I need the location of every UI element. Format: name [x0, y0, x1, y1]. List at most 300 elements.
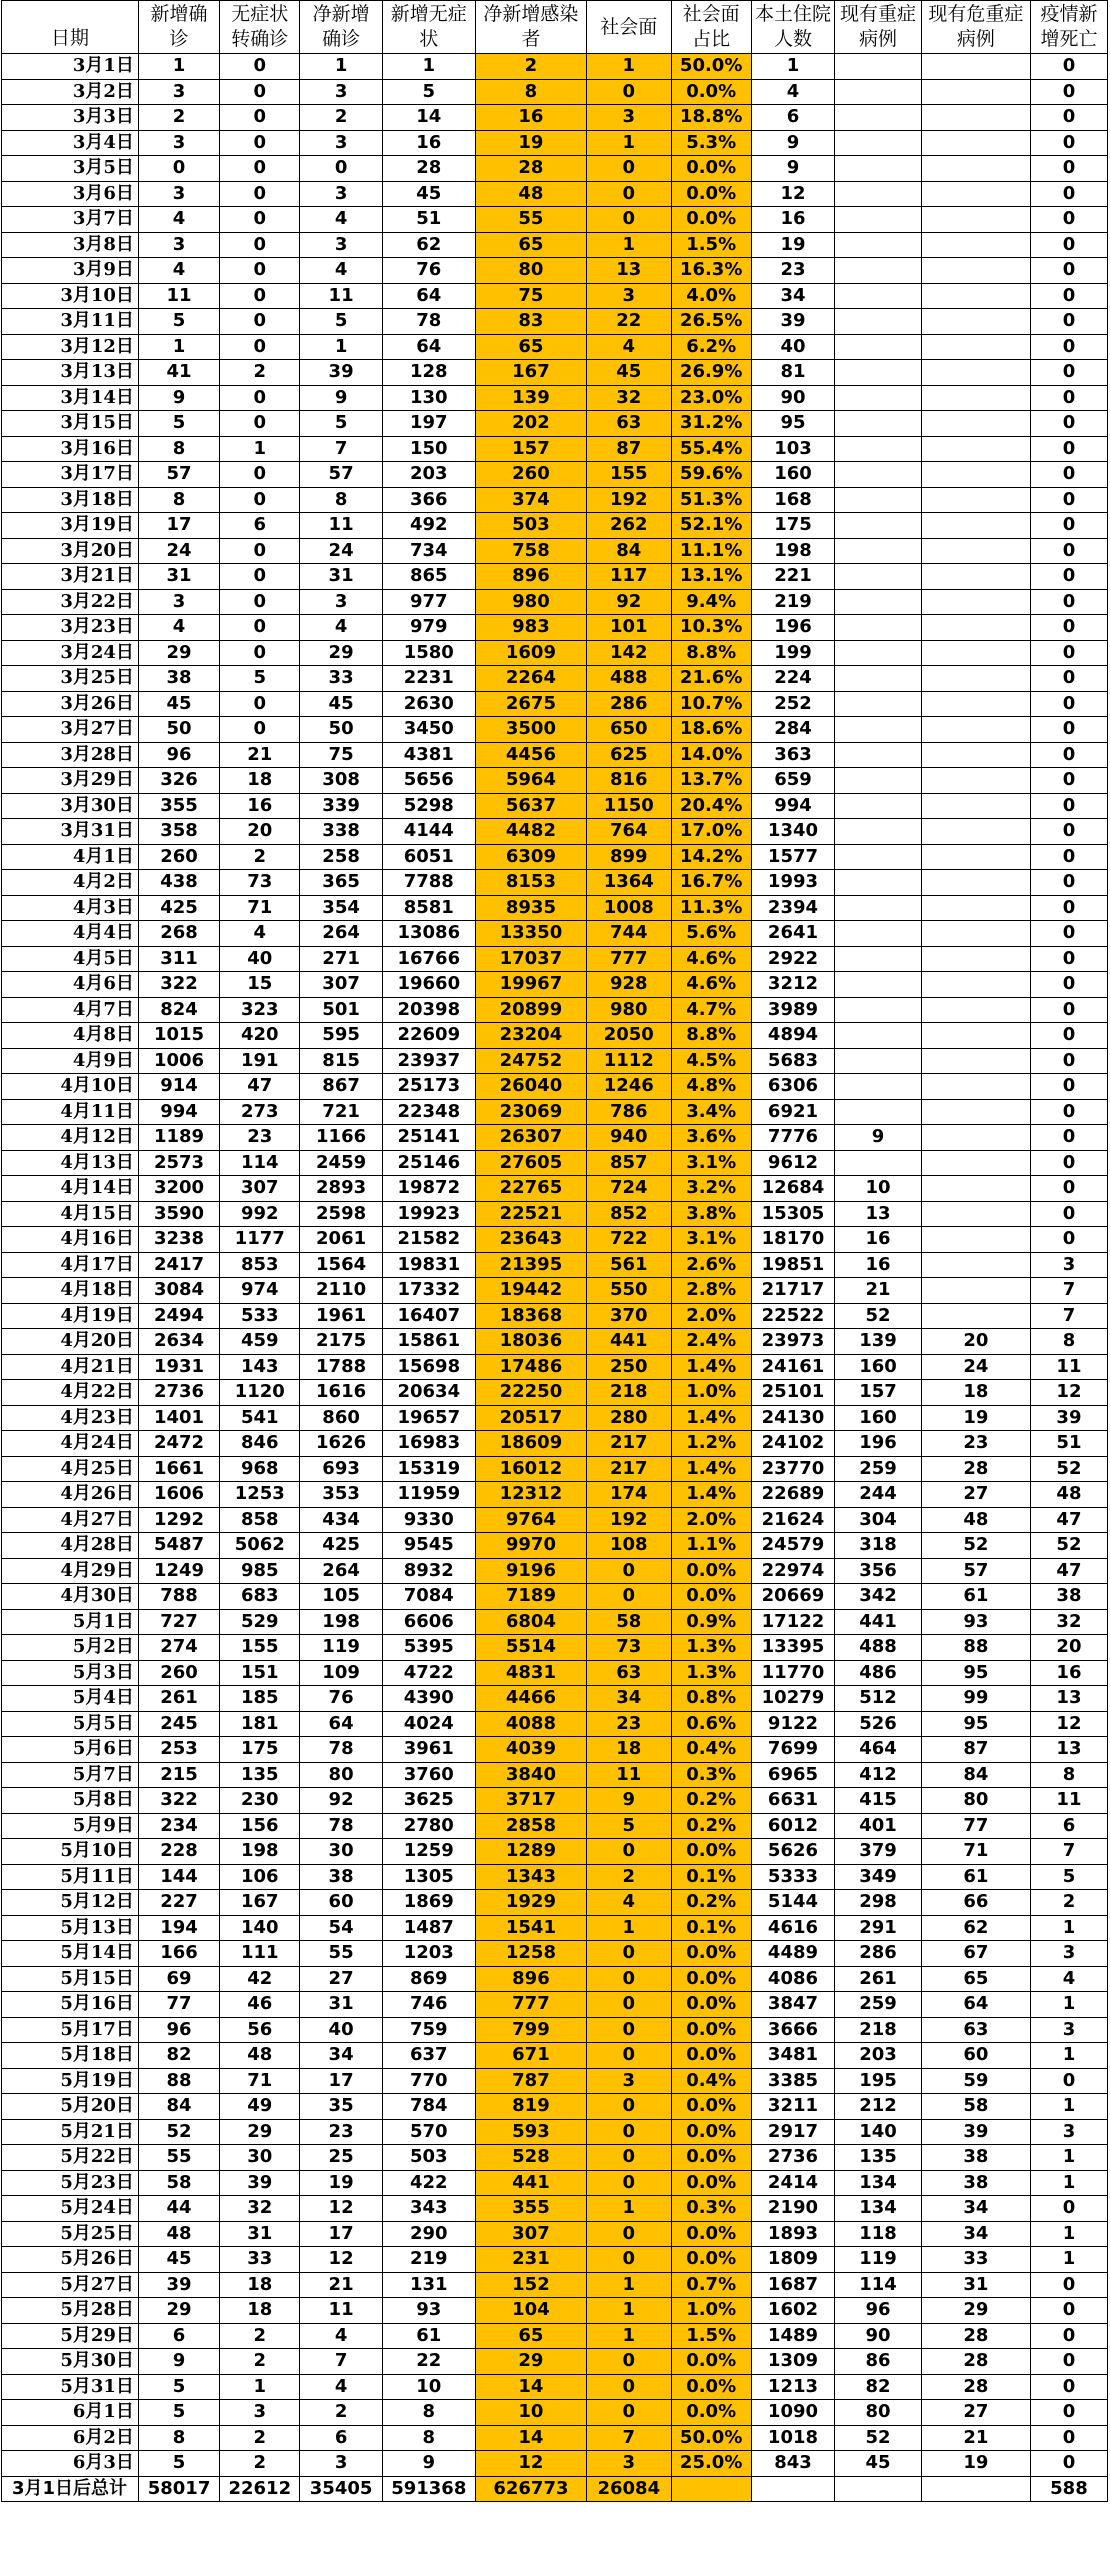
- cell-asymptomatic-to-confirmed: 2: [220, 2451, 300, 2477]
- cell-severe-cases: [835, 1048, 922, 1074]
- cell-date: 3月26日: [2, 691, 139, 717]
- table-row: [2, 1303, 1108, 1329]
- cell-asymptomatic-to-confirmed: 4: [220, 921, 300, 947]
- cell-new-confirmed: 2573: [138, 1150, 219, 1176]
- cell-new-asymptomatic: 591368: [382, 2476, 475, 2502]
- cell-asymptomatic-to-confirmed: 858: [220, 1507, 300, 1533]
- cell-net-new-confirmed: 3: [300, 232, 382, 258]
- cell-new-asymptomatic: 5: [382, 79, 475, 105]
- cell-new-confirmed: 5487: [138, 1533, 219, 1559]
- cell-net-new-confirmed: 3: [300, 589, 382, 615]
- cell-community: 0: [587, 1584, 672, 1610]
- cell-date: 5月22日: [2, 2145, 139, 2171]
- cell-new-confirmed: 9: [138, 385, 219, 411]
- cell-new-asymptomatic: 8: [382, 2400, 475, 2426]
- cell-new-asymptomatic: 61: [382, 2323, 475, 2349]
- cell-community-ratio: 0.0%: [671, 2119, 751, 2145]
- table-row: [2, 1252, 1108, 1278]
- cell-community-ratio: 2.6%: [671, 1252, 751, 1278]
- cell-critical-cases: [921, 1023, 1030, 1049]
- cell-new-deaths: 0: [1030, 946, 1107, 972]
- cell-local-hospitalized: 6921: [751, 1099, 834, 1125]
- cell-date: 5月14日: [2, 1941, 139, 1967]
- cell-net-new-confirmed: 4: [300, 258, 382, 284]
- cell-new-deaths: 0: [1030, 156, 1107, 182]
- cell-new-asymptomatic: 1487: [382, 1915, 475, 1941]
- cell-asymptomatic-to-confirmed: 2: [220, 2349, 300, 2375]
- cell-severe-cases: [835, 181, 922, 207]
- cell-severe-cases: 96: [835, 2298, 922, 2324]
- cell-critical-cases: [921, 589, 1030, 615]
- cell-asymptomatic-to-confirmed: 71: [220, 2068, 300, 2094]
- cell-net-new-confirmed: 1626: [300, 1431, 382, 1457]
- cell-community-ratio: 0.7%: [671, 2272, 751, 2298]
- table-row: [2, 2374, 1108, 2400]
- table-row: [2, 1507, 1108, 1533]
- cell-local-hospitalized: 9: [751, 130, 834, 156]
- cell-critical-cases: [921, 232, 1030, 258]
- cell-asymptomatic-to-confirmed: 140: [220, 1915, 300, 1941]
- cell-new-confirmed: 39: [138, 2272, 219, 2298]
- cell-new-confirmed: 1661: [138, 1456, 219, 1482]
- cell-local-hospitalized: 199: [751, 640, 834, 666]
- cell-new-asymptomatic: 5656: [382, 768, 475, 794]
- cell-asymptomatic-to-confirmed: 33: [220, 2247, 300, 2273]
- cell-community: 3: [587, 283, 672, 309]
- cell-local-hospitalized: 39: [751, 309, 834, 335]
- cell-severe-cases: 464: [835, 1737, 922, 1763]
- cell-new-deaths: 20: [1030, 1635, 1107, 1661]
- cell-severe-cases: [835, 921, 922, 947]
- cell-critical-cases: [921, 1303, 1030, 1329]
- cell-new-deaths: 39: [1030, 1405, 1107, 1431]
- cell-new-asymptomatic: 6051: [382, 844, 475, 870]
- cell-community: 217: [587, 1431, 672, 1457]
- header-community: 社会面: [587, 1, 672, 54]
- cell-community-ratio: 14.0%: [671, 742, 751, 768]
- cell-critical-cases: [921, 615, 1030, 641]
- cell-net-new-infections: 12: [475, 2451, 586, 2477]
- cell-date: 5月8日: [2, 1788, 139, 1814]
- cell-severe-cases: 45: [835, 2451, 922, 2477]
- cell-asymptomatic-to-confirmed: 42: [220, 1966, 300, 1992]
- cell-date: 5月2日: [2, 1635, 139, 1661]
- table-row: [2, 793, 1108, 819]
- table-row: [2, 2272, 1108, 2298]
- cell-net-new-infections: 3840: [475, 1762, 586, 1788]
- cell-new-asymptomatic: 1259: [382, 1839, 475, 1865]
- cell-net-new-confirmed: 4: [300, 207, 382, 233]
- table-row: [2, 717, 1108, 743]
- cell-critical-cases: [921, 79, 1030, 105]
- cell-critical-cases: [921, 181, 1030, 207]
- cell-community-ratio: 0.3%: [671, 1762, 751, 1788]
- cell-net-new-infections: 4039: [475, 1737, 586, 1763]
- cell-new-deaths: 0: [1030, 1125, 1107, 1151]
- cell-community: 0: [587, 2119, 672, 2145]
- cell-critical-cases: 28: [921, 1456, 1030, 1482]
- cell-asymptomatic-to-confirmed: 156: [220, 1813, 300, 1839]
- cell-local-hospitalized: 81: [751, 360, 834, 386]
- cell-new-confirmed: 3: [138, 130, 219, 156]
- cell-critical-cases: 71: [921, 1839, 1030, 1865]
- cell-new-confirmed: 5: [138, 411, 219, 437]
- table-row: [2, 1380, 1108, 1406]
- cell-date: 3月21日: [2, 564, 139, 590]
- header-asymptomatic-to-confirmed: 无症状转确诊: [220, 1, 300, 54]
- cell-community: 3: [587, 105, 672, 131]
- cell-new-asymptomatic: 1305: [382, 1864, 475, 1890]
- cell-local-hospitalized: 34: [751, 283, 834, 309]
- cell-net-new-confirmed: 2110: [300, 1278, 382, 1304]
- cell-new-confirmed: 3238: [138, 1227, 219, 1253]
- cell-date: 4月18日: [2, 1278, 139, 1304]
- table-row: [2, 1354, 1108, 1380]
- cell-new-deaths: 0: [1030, 1074, 1107, 1100]
- cell-community-ratio: 1.5%: [671, 232, 751, 258]
- cell-new-confirmed: 58: [138, 2170, 219, 2196]
- cell-net-new-infections: 7189: [475, 1584, 586, 1610]
- cell-new-deaths: 0: [1030, 2425, 1107, 2451]
- cell-community: 764: [587, 819, 672, 845]
- cell-net-new-infections: 20517: [475, 1405, 586, 1431]
- cell-critical-cases: 24: [921, 1354, 1030, 1380]
- cell-severe-cases: 212: [835, 2094, 922, 2120]
- cell-critical-cases: 88: [921, 1635, 1030, 1661]
- cell-community-ratio: 0.0%: [671, 181, 751, 207]
- table-row: [2, 2119, 1108, 2145]
- table-row: [2, 1813, 1108, 1839]
- cell-date: 4月22日: [2, 1380, 139, 1406]
- cell-date: 4月8日: [2, 1023, 139, 1049]
- cell-community: 26084: [587, 2476, 672, 2502]
- cell-net-new-infections: 4831: [475, 1660, 586, 1686]
- cell-new-confirmed: 5: [138, 2451, 219, 2477]
- cell-community: 980: [587, 997, 672, 1023]
- cell-date: 5月12日: [2, 1890, 139, 1916]
- cell-net-new-infections: 4456: [475, 742, 586, 768]
- cell-date: 4月6日: [2, 972, 139, 998]
- cell-community: 117: [587, 564, 672, 590]
- cell-severe-cases: 16: [835, 1227, 922, 1253]
- cell-net-new-infections: 1343: [475, 1864, 586, 1890]
- cell-date: 5月23日: [2, 2170, 139, 2196]
- cell-community: 108: [587, 1533, 672, 1559]
- cell-new-asymptomatic: 979: [382, 615, 475, 641]
- cell-local-hospitalized: 13395: [751, 1635, 834, 1661]
- cell-asymptomatic-to-confirmed: 0: [220, 105, 300, 131]
- cell-community: 87: [587, 436, 672, 462]
- cell-date: 4月17日: [2, 1252, 139, 1278]
- cell-asymptomatic-to-confirmed: 992: [220, 1201, 300, 1227]
- cell-community-ratio: 0.4%: [671, 2068, 751, 2094]
- cell-new-deaths: 0: [1030, 564, 1107, 590]
- table-row: [2, 2323, 1108, 2349]
- cell-net-new-infections: 83: [475, 309, 586, 335]
- cell-new-asymptomatic: 343: [382, 2196, 475, 2222]
- cell-critical-cases: [921, 105, 1030, 131]
- cell-local-hospitalized: 1018: [751, 2425, 834, 2451]
- cell-net-new-infections: 671: [475, 2043, 586, 2069]
- cell-community-ratio: 1.4%: [671, 1456, 751, 1482]
- cell-asymptomatic-to-confirmed: 29: [220, 2119, 300, 2145]
- cell-new-deaths: 588: [1030, 2476, 1107, 2502]
- cell-new-deaths: 0: [1030, 283, 1107, 309]
- cell-new-confirmed: 4: [138, 615, 219, 641]
- cell-net-new-infections: 21395: [475, 1252, 586, 1278]
- cell-local-hospitalized: 22974: [751, 1558, 834, 1584]
- cell-new-confirmed: 9: [138, 2349, 219, 2375]
- cell-net-new-infections: 16012: [475, 1456, 586, 1482]
- cell-net-new-confirmed: 3: [300, 79, 382, 105]
- cell-new-asymptomatic: 130: [382, 385, 475, 411]
- cell-new-asymptomatic: 5395: [382, 1635, 475, 1661]
- cell-community-ratio: 4.8%: [671, 1074, 751, 1100]
- cell-new-deaths: 3: [1030, 1252, 1107, 1278]
- cell-community: 3: [587, 2451, 672, 2477]
- cell-net-new-confirmed: 5: [300, 309, 382, 335]
- cell-local-hospitalized: 2736: [751, 2145, 834, 2171]
- cell-date: 4月5日: [2, 946, 139, 972]
- table-row: [2, 1839, 1108, 1865]
- cell-new-deaths: 0: [1030, 181, 1107, 207]
- cell-new-asymptomatic: 5298: [382, 793, 475, 819]
- cell-local-hospitalized: 40: [751, 334, 834, 360]
- cell-date: 3月22日: [2, 589, 139, 615]
- cell-net-new-infections: 2675: [475, 691, 586, 717]
- cell-asymptomatic-to-confirmed: 5062: [220, 1533, 300, 1559]
- header-new-asymptomatic: 新增无症状: [382, 1, 475, 54]
- cell-date: 4月11日: [2, 1099, 139, 1125]
- cell-critical-cases: [921, 513, 1030, 539]
- cell-net-new-confirmed: 1788: [300, 1354, 382, 1380]
- cell-date: 5月19日: [2, 2068, 139, 2094]
- cell-new-confirmed: 5: [138, 2374, 219, 2400]
- cell-critical-cases: 95: [921, 1660, 1030, 1686]
- cell-asymptomatic-to-confirmed: 533: [220, 1303, 300, 1329]
- cell-community: 0: [587, 207, 672, 233]
- header-local-hospitalized: 本土住院人数: [751, 1, 834, 54]
- cell-community: 192: [587, 487, 672, 513]
- cell-community-ratio: 0.0%: [671, 2400, 751, 2426]
- cell-new-deaths: 0: [1030, 538, 1107, 564]
- cell-new-confirmed: 2472: [138, 1431, 219, 1457]
- cell-community: 192: [587, 1507, 672, 1533]
- cell-date: 4月3日: [2, 895, 139, 921]
- cell-asymptomatic-to-confirmed: 5: [220, 666, 300, 692]
- cell-critical-cases: [921, 283, 1030, 309]
- cell-net-new-infections: 65: [475, 2323, 586, 2349]
- cell-community-ratio: 1.0%: [671, 2298, 751, 2324]
- cell-local-hospitalized: 994: [751, 793, 834, 819]
- cell-local-hospitalized: 11770: [751, 1660, 834, 1686]
- cell-severe-cases: 441: [835, 1609, 922, 1635]
- covid-data-table: [1, 0, 1108, 2502]
- cell-critical-cases: [921, 487, 1030, 513]
- cell-community-ratio: 23.0%: [671, 385, 751, 411]
- cell-asymptomatic-to-confirmed: 846: [220, 1431, 300, 1457]
- cell-local-hospitalized: 12: [751, 181, 834, 207]
- cell-community-ratio: 0.1%: [671, 1915, 751, 1941]
- cell-net-new-infections: 6804: [475, 1609, 586, 1635]
- cell-new-deaths: 1: [1030, 2247, 1107, 2273]
- cell-net-new-confirmed: 64: [300, 1711, 382, 1737]
- cell-asymptomatic-to-confirmed: 0: [220, 411, 300, 437]
- cell-net-new-confirmed: 867: [300, 1074, 382, 1100]
- cell-net-new-infections: 8: [475, 79, 586, 105]
- cell-local-hospitalized: 1213: [751, 2374, 834, 2400]
- cell-asymptomatic-to-confirmed: 185: [220, 1686, 300, 1712]
- cell-severe-cases: 379: [835, 1839, 922, 1865]
- cell-new-confirmed: 260: [138, 1660, 219, 1686]
- cell-local-hospitalized: 6012: [751, 1813, 834, 1839]
- table-row: [2, 1482, 1108, 1508]
- cell-net-new-confirmed: 0: [300, 156, 382, 182]
- cell-net-new-confirmed: 76: [300, 1686, 382, 1712]
- cell-local-hospitalized: 4: [751, 79, 834, 105]
- table-row: [2, 1941, 1108, 1967]
- cell-date: 4月23日: [2, 1405, 139, 1431]
- cell-date: 3月9日: [2, 258, 139, 284]
- cell-date: 5月25日: [2, 2221, 139, 2247]
- cell-new-deaths: 0: [1030, 2349, 1107, 2375]
- cell-severe-cases: 261: [835, 1966, 922, 1992]
- cell-community-ratio: 6.2%: [671, 334, 751, 360]
- table-row: [2, 1023, 1108, 1049]
- cell-community: 0: [587, 1941, 672, 1967]
- cell-net-new-infections: 6309: [475, 844, 586, 870]
- cell-asymptomatic-to-confirmed: 0: [220, 258, 300, 284]
- cell-severe-cases: 291: [835, 1915, 922, 1941]
- cell-new-deaths: 32: [1030, 1609, 1107, 1635]
- cell-community-ratio: 55.4%: [671, 436, 751, 462]
- cell-net-new-infections: 152: [475, 2272, 586, 2298]
- cell-net-new-confirmed: 693: [300, 1456, 382, 1482]
- cell-community: 370: [587, 1303, 672, 1329]
- cell-severe-cases: 135: [835, 2145, 922, 2171]
- cell-new-deaths: 0: [1030, 2374, 1107, 2400]
- cell-asymptomatic-to-confirmed: 0: [220, 309, 300, 335]
- cell-net-new-infections: 819: [475, 2094, 586, 2120]
- cell-critical-cases: [921, 411, 1030, 437]
- cell-new-confirmed: 355: [138, 793, 219, 819]
- cell-severe-cases: 86: [835, 2349, 922, 2375]
- cell-community-ratio: 11.1%: [671, 538, 751, 564]
- cell-community-ratio: 1.4%: [671, 1405, 751, 1431]
- cell-community: 63: [587, 411, 672, 437]
- cell-new-deaths: 2: [1030, 1890, 1107, 1916]
- cell-new-confirmed: 44: [138, 2196, 219, 2222]
- cell-net-new-confirmed: 501: [300, 997, 382, 1023]
- cell-new-confirmed: 5: [138, 2400, 219, 2426]
- cell-critical-cases: 60: [921, 2043, 1030, 2069]
- table-row: [2, 997, 1108, 1023]
- table-row: [2, 1201, 1108, 1227]
- cell-date: 4月1日: [2, 844, 139, 870]
- cell-net-new-confirmed: 2: [300, 2400, 382, 2426]
- cell-asymptomatic-to-confirmed: 0: [220, 385, 300, 411]
- cell-community: 23: [587, 1711, 672, 1737]
- cell-new-deaths: 7: [1030, 1839, 1107, 1865]
- cell-net-new-confirmed: 354: [300, 895, 382, 921]
- cell-net-new-confirmed: 721: [300, 1099, 382, 1125]
- cell-community-ratio: 0.0%: [671, 2374, 751, 2400]
- table-row: [2, 1686, 1108, 1712]
- cell-net-new-confirmed: 264: [300, 921, 382, 947]
- cell-community-ratio: 0.0%: [671, 1839, 751, 1865]
- table-row: [2, 1431, 1108, 1457]
- cell-local-hospitalized: 18170: [751, 1227, 834, 1253]
- cell-local-hospitalized: 1687: [751, 2272, 834, 2298]
- table-row: [2, 1890, 1108, 1916]
- cell-net-new-infections: 157: [475, 436, 586, 462]
- cell-date: 5月4日: [2, 1686, 139, 1712]
- table-row: [2, 1966, 1108, 1992]
- cell-local-hospitalized: 1309: [751, 2349, 834, 2375]
- cell-local-hospitalized: 1993: [751, 870, 834, 896]
- cell-net-new-confirmed: 1564: [300, 1252, 382, 1278]
- cell-new-confirmed: 57: [138, 462, 219, 488]
- cell-new-deaths: 0: [1030, 666, 1107, 692]
- cell-local-hospitalized: 160: [751, 462, 834, 488]
- cell-new-deaths: 0: [1030, 207, 1107, 233]
- cell-asymptomatic-to-confirmed: 0: [220, 181, 300, 207]
- cell-community: 0: [587, 1558, 672, 1584]
- cell-new-confirmed: 227: [138, 1890, 219, 1916]
- cell-new-confirmed: 260: [138, 844, 219, 870]
- table-row: [2, 2094, 1108, 2120]
- cell-critical-cases: [921, 360, 1030, 386]
- cell-local-hospitalized: 7776: [751, 1125, 834, 1151]
- cell-asymptomatic-to-confirmed: 18: [220, 2272, 300, 2298]
- cell-asymptomatic-to-confirmed: 307: [220, 1176, 300, 1202]
- cell-date: 4月19日: [2, 1303, 139, 1329]
- cell-community: 488: [587, 666, 672, 692]
- cell-new-confirmed: 322: [138, 1788, 219, 1814]
- cell-critical-cases: 28: [921, 2349, 1030, 2375]
- cell-severe-cases: 80: [835, 2400, 922, 2426]
- cell-severe-cases: [835, 946, 922, 972]
- cell-new-confirmed: 228: [138, 1839, 219, 1865]
- cell-community-ratio: 14.2%: [671, 844, 751, 870]
- cell-new-deaths: 0: [1030, 1099, 1107, 1125]
- cell-new-asymptomatic: 1203: [382, 1941, 475, 1967]
- header-community-ratio: 社会面占比: [671, 1, 751, 54]
- cell-local-hospitalized: 219: [751, 589, 834, 615]
- cell-new-asymptomatic: 16: [382, 130, 475, 156]
- cell-local-hospitalized: 3666: [751, 2017, 834, 2043]
- cell-asymptomatic-to-confirmed: 323: [220, 997, 300, 1023]
- cell-community: 1008: [587, 895, 672, 921]
- cell-net-new-confirmed: 33: [300, 666, 382, 692]
- cell-critical-cases: [921, 156, 1030, 182]
- cell-net-new-confirmed: 338: [300, 819, 382, 845]
- cell-date: 4月21日: [2, 1354, 139, 1380]
- cell-local-hospitalized: 6965: [751, 1762, 834, 1788]
- cell-new-confirmed: 84: [138, 2094, 219, 2120]
- cell-new-confirmed: 1: [138, 54, 219, 80]
- cell-date: 3月31日: [2, 819, 139, 845]
- table-row: [2, 1558, 1108, 1584]
- cell-community-ratio: 1.5%: [671, 2323, 751, 2349]
- cell-local-hospitalized: 3211: [751, 2094, 834, 2120]
- cell-new-confirmed: 2634: [138, 1329, 219, 1355]
- cell-date: 3月6日: [2, 181, 139, 207]
- cell-community-ratio: 3.1%: [671, 1150, 751, 1176]
- cell-new-asymptomatic: 770: [382, 2068, 475, 2094]
- cell-community: 58: [587, 1609, 672, 1635]
- cell-net-new-infections: 374: [475, 487, 586, 513]
